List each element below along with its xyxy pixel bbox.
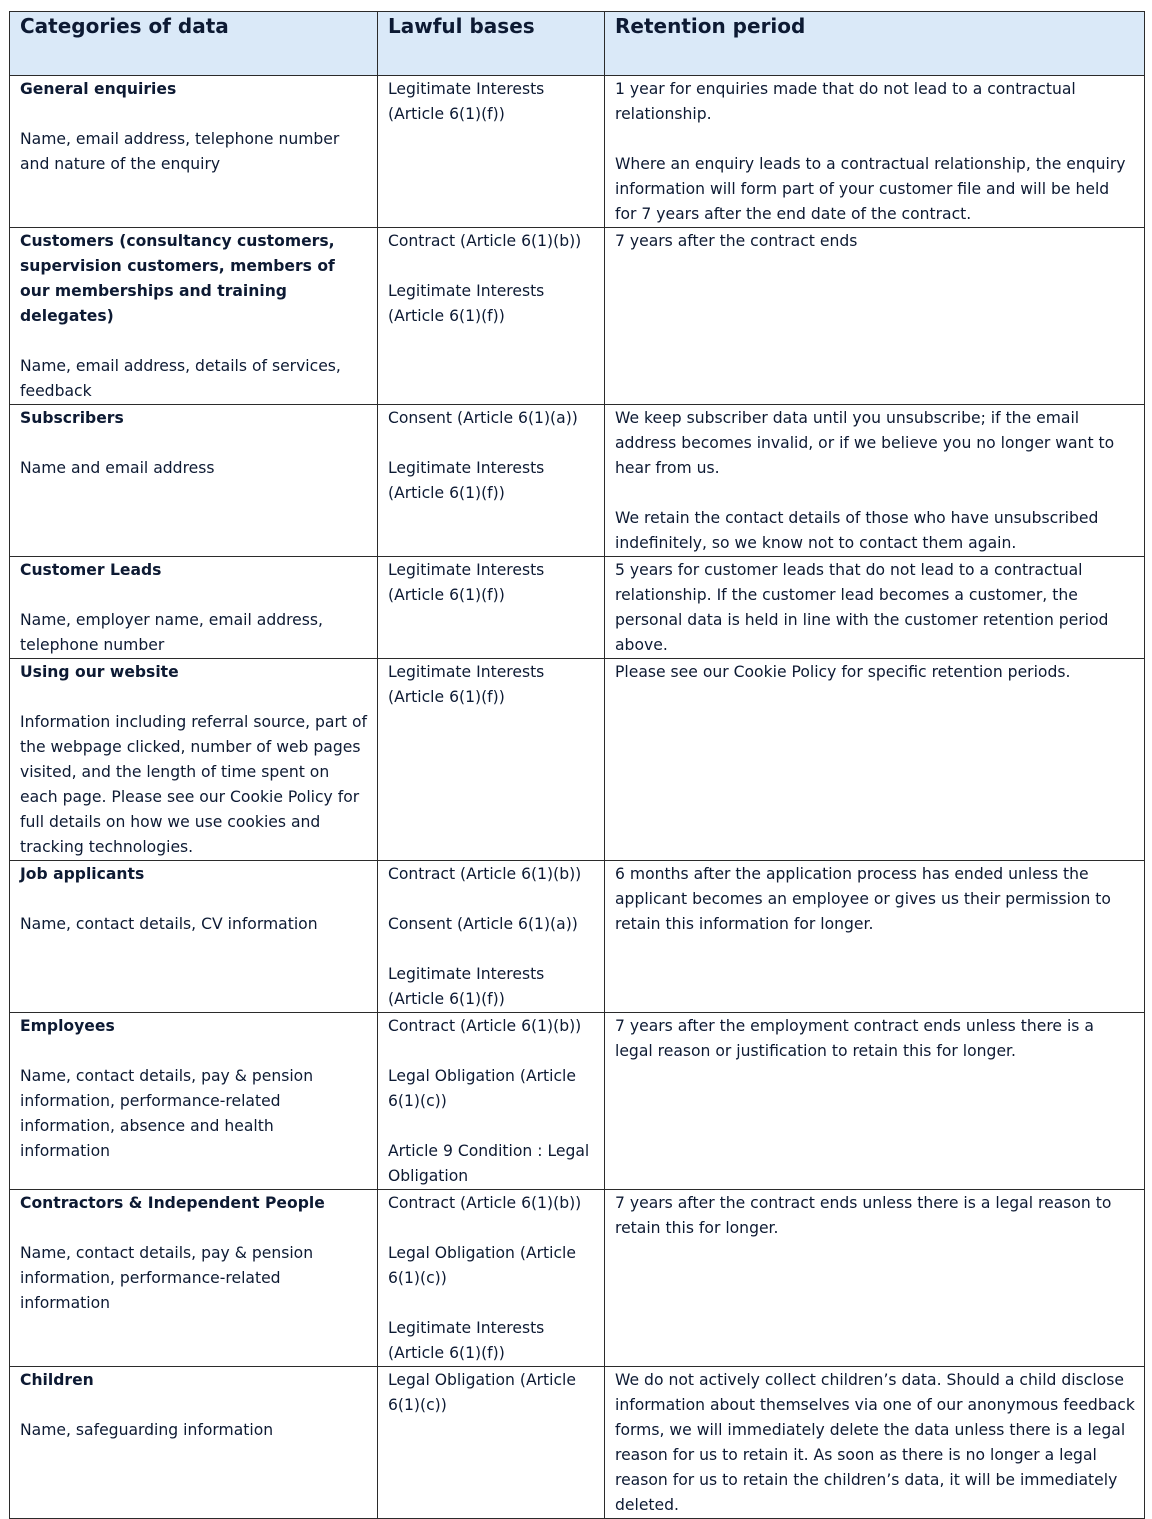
lawful-bases-cell <box>378 1367 605 1519</box>
category-title: Children <box>20 1371 94 1389</box>
lawful-bases-cell <box>378 1013 605 1190</box>
table-row <box>10 659 1145 861</box>
category-cell <box>10 1367 378 1519</box>
category-description: Name, employer name, email address, telephone number <box>20 611 323 654</box>
table-header-row <box>10 12 1145 76</box>
lawful-basis: Legitimate Interests (Article 6(1)(f)) <box>388 663 545 706</box>
retention-text: 7 years after the contract ends unless there is a legal reason to retain this for longer. <box>615 1194 1112 1237</box>
retention-cell <box>605 1190 1145 1367</box>
category-description: Name, contact details, CV information <box>20 915 318 933</box>
lawful-basis: Consent (Article 6(1)(a)) <box>388 409 578 427</box>
table-row <box>10 1013 1145 1190</box>
category-title: Customers (consultancy customers, supervision customers, members of our memberships and training delegates) <box>20 232 335 325</box>
lawful-bases-cell <box>378 76 605 228</box>
table-row <box>10 1190 1145 1367</box>
lawful-basis: Legitimate Interests (Article 6(1)(f)) <box>388 459 545 502</box>
lawful-basis: Legal Obligation (Article 6(1)(c)) <box>388 1244 576 1287</box>
lawful-bases-cell <box>378 405 605 557</box>
data-retention-table <box>9 11 1145 1519</box>
lawful-basis: Legitimate Interests (Article 6(1)(f)) <box>388 965 545 1008</box>
table-row <box>10 76 1145 228</box>
retention-text: Where an enquiry leads to a contractual relationship, the enquiry information will form part of your customer file and will be held for 7 years after the end date of the contract. <box>615 155 1126 223</box>
table-row <box>10 1367 1145 1519</box>
category-cell <box>10 1013 378 1190</box>
category-title: Customer Leads <box>20 561 162 579</box>
table-row <box>10 228 1145 405</box>
lawful-basis: Legal Obligation (Article 6(1)(c)) <box>388 1371 576 1414</box>
table-row <box>10 405 1145 557</box>
retention-cell <box>605 659 1145 861</box>
lawful-basis: Legitimate Interests (Article 6(1)(f)) <box>388 80 545 123</box>
header-categories: Categories of data <box>10 12 378 76</box>
retention-cell <box>605 861 1145 1013</box>
category-cell <box>10 1190 378 1367</box>
category-description: Information including referral source, part of the webpage clicked, number of web pages visited, and the length of time spent on each page. Please see our Cookie Policy for full details on how we use cookies and tracking technologies. <box>20 713 367 856</box>
category-title: Job applicants <box>20 865 145 883</box>
retention-text: 5 years for customer leads that do not lead to a contractual relationship. If the customer lead becomes a customer, the personal data is held in line with the customer retention period above. <box>615 561 1109 654</box>
lawful-bases-cell <box>378 659 605 861</box>
lawful-basis: Legal Obligation (Article 6(1)(c)) <box>388 1067 576 1110</box>
retention-cell <box>605 1367 1145 1519</box>
category-cell <box>10 861 378 1013</box>
retention-cell <box>605 1013 1145 1190</box>
category-cell <box>10 76 378 228</box>
lawful-basis: Contract (Article 6(1)(b)) <box>388 232 582 250</box>
header-lawful-bases: Lawful bases <box>378 12 605 76</box>
lawful-basis: Contract (Article 6(1)(b)) <box>388 1194 582 1212</box>
category-cell <box>10 228 378 405</box>
retention-text: 7 years after the contract ends <box>615 232 858 250</box>
lawful-basis: Contract (Article 6(1)(b)) <box>388 1017 582 1035</box>
category-title: Employees <box>20 1017 115 1035</box>
category-title: General enquiries <box>20 80 177 98</box>
category-description: Name, email address, details of services, feedback <box>20 357 341 400</box>
lawful-basis: Contract (Article 6(1)(b)) <box>388 865 582 883</box>
retention-text: We do not actively collect children’s data. Should a child disclose information about themselves via one of our anonymous feedback forms, we will immediately delete the data unless there is a legal reason for us to retain it. As soon as there is no longer a legal reason for us to retain the children’s data, it will be immediately deleted. <box>615 1371 1135 1514</box>
category-cell <box>10 405 378 557</box>
retention-cell <box>605 557 1145 659</box>
retention-text: 1 year for enquiries made that do not lead to a contractual relationship. <box>615 80 1076 123</box>
lawful-bases-cell <box>378 557 605 659</box>
category-title: Subscribers <box>20 409 124 427</box>
retention-cell <box>605 405 1145 557</box>
retention-text: We retain the contact details of those who have unsubscribed indefinitely, so we know not to contact them again. <box>615 509 1099 552</box>
lawful-basis: Legitimate Interests (Article 6(1)(f)) <box>388 1319 545 1362</box>
category-description: Name and email address <box>20 459 215 477</box>
retention-text: Please see our Cookie Policy for specific retention periods. <box>615 663 1071 681</box>
lawful-basis: Article 9 Condition : Legal Obligation <box>388 1142 590 1185</box>
lawful-bases-cell <box>378 861 605 1013</box>
table-row <box>10 861 1145 1013</box>
lawful-bases-cell <box>378 1190 605 1367</box>
category-title: Using our website <box>20 663 179 681</box>
retention-cell <box>605 228 1145 405</box>
category-cell <box>10 557 378 659</box>
category-description: Name, email address, telephone number and nature of the enquiry <box>20 130 340 173</box>
header-retention-period: Retention period <box>605 12 1145 76</box>
category-description: Name, contact details, pay & pension information, performance-related information, absence and health information <box>20 1067 314 1160</box>
retention-text: 6 months after the application process has ended unless the applicant becomes an employee or gives us their permission to retain this information for longer. <box>615 865 1111 933</box>
category-title: Contractors & Independent People <box>20 1194 325 1212</box>
lawful-basis: Consent (Article 6(1)(a)) <box>388 915 578 933</box>
retention-text: 7 years after the employment contract ends unless there is a legal reason or justification to retain this for longer. <box>615 1017 1094 1060</box>
retention-text: We keep subscriber data until you unsubscribe; if the email address becomes invalid, or if we believe you no longer want to hear from us. <box>615 409 1115 477</box>
category-description: Name, contact details, pay & pension information, performance-related information <box>20 1244 314 1312</box>
category-description: Name, safeguarding information <box>20 1421 274 1439</box>
lawful-basis: Legitimate Interests (Article 6(1)(f)) <box>388 561 545 604</box>
category-cell <box>10 659 378 861</box>
lawful-bases-cell <box>378 228 605 405</box>
lawful-basis: Legitimate Interests (Article 6(1)(f)) <box>388 282 545 325</box>
retention-cell <box>605 76 1145 228</box>
table-row <box>10 557 1145 659</box>
